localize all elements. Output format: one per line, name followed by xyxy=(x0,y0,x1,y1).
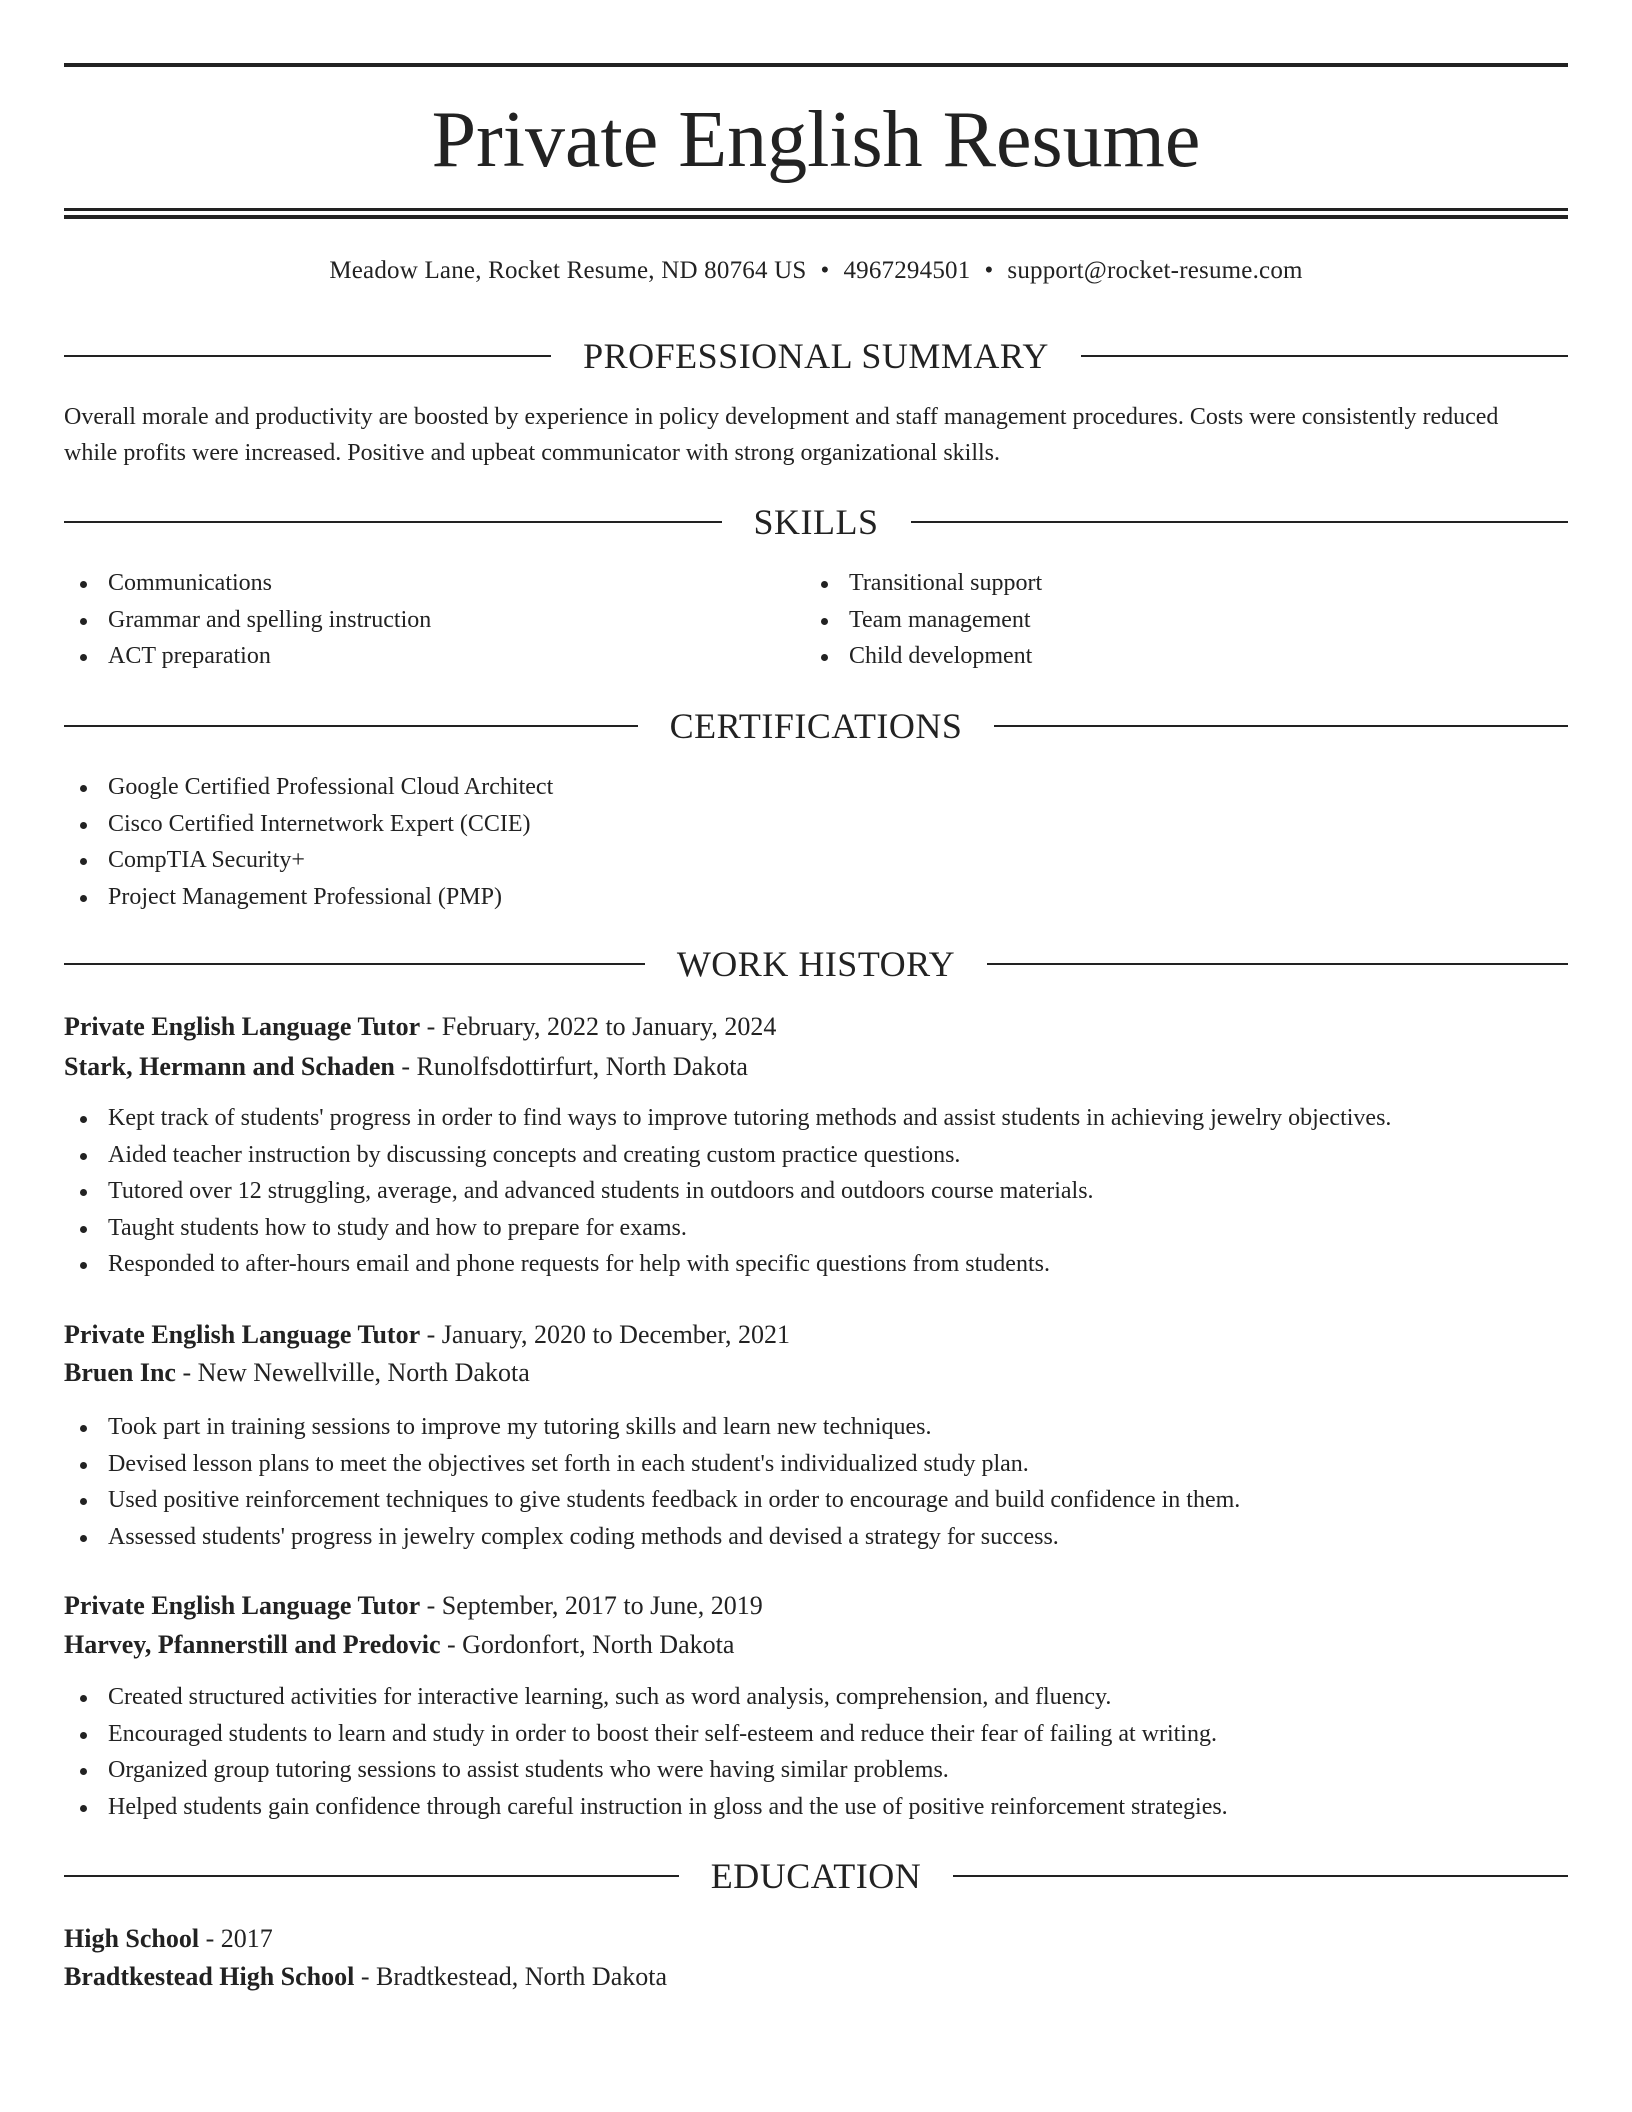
job-role: Private English Language Tutor xyxy=(64,1012,421,1041)
job-dates: - February, 2022 to January, 2024 xyxy=(420,1012,777,1041)
job-bullets xyxy=(64,1679,1228,1825)
contact-phone: 4967294501 xyxy=(843,257,971,284)
skill-item: Grammar and spelling instruction xyxy=(64,602,431,639)
top-rule xyxy=(64,63,1568,67)
section-heading-education xyxy=(64,1854,1568,1898)
job-location: - Gordonfort, North Dakota xyxy=(440,1630,735,1659)
skill-item: Child development xyxy=(805,638,1042,675)
section-title: CERTIFICATIONS xyxy=(669,706,963,746)
job-dates: - September, 2017 to June, 2019 xyxy=(420,1591,763,1620)
education-year: - 2017 xyxy=(199,1924,273,1953)
job-bullet: Created structured activities for interactive learning, such as word analysis, comprehension, and fluency. xyxy=(64,1679,1228,1716)
skill-item: ACT preparation xyxy=(64,638,431,675)
job-bullet: Took part in training sessions to improve my tutoring skills and learn new techniques. xyxy=(64,1409,1240,1446)
skills-list-left xyxy=(64,565,431,675)
heading-rule xyxy=(987,963,1568,965)
heading-rule xyxy=(64,963,645,965)
heading-rule xyxy=(64,725,638,727)
section-heading-skills xyxy=(64,500,1568,544)
summary-line: Overall morale and productivity are boosted by experience in policy development and staff management procedures. Costs were consistently reduced xyxy=(64,404,1499,430)
education-school-line xyxy=(64,1958,1568,1996)
certification-item: Cisco Certified Internetwork Expert (CCIE) xyxy=(64,806,553,843)
certification-item: CompTIA Security+ xyxy=(64,842,553,879)
section-title: WORK HISTORY xyxy=(676,944,956,984)
section-title: SKILLS xyxy=(753,502,879,542)
contact-email: support@rocket-resume.com xyxy=(1007,257,1303,284)
job-company: Stark, Hermann and Schaden xyxy=(64,1052,395,1081)
job-company-line xyxy=(64,1048,1568,1086)
heading-rule xyxy=(1081,355,1568,357)
certification-item: Project Management Professional (PMP) xyxy=(64,879,553,916)
job-location: - New Newellville, North Dakota xyxy=(175,1358,530,1387)
contact-separator: • xyxy=(820,257,830,284)
job-bullet: Tutored over 12 struggling, average, and advanced students in outdoors and outdoors course materials. xyxy=(64,1173,1391,1210)
section-title: PROFESSIONAL SUMMARY xyxy=(583,336,1049,376)
education-degree-line xyxy=(64,1920,1568,1958)
section-title: EDUCATION xyxy=(710,1856,922,1896)
job-bullet: Taught students how to study and how to prepare for exams. xyxy=(64,1210,1391,1247)
summary-line: while profits were increased. Positive and upbeat communicator with strong organizational skills. xyxy=(64,440,1000,466)
skill-item: Team management xyxy=(805,602,1042,639)
heading-rule xyxy=(64,521,722,523)
job-bullets xyxy=(64,1100,1391,1283)
job-title-line xyxy=(64,1587,1568,1625)
header-double-rule xyxy=(64,208,1568,219)
education-school: Bradtkestead High School xyxy=(64,1962,355,1991)
job-bullet: Encouraged students to learn and study in order to boost their self-esteem and reduce their fear of failing at writing. xyxy=(64,1716,1228,1753)
skill-item: Communications xyxy=(64,565,431,602)
job-bullet: Devised lesson plans to meet the objectives set forth in each student's individualized study plan. xyxy=(64,1446,1240,1483)
job-company-line xyxy=(64,1626,1568,1664)
job-title-line xyxy=(64,1008,1568,1046)
job-dates: - January, 2020 to December, 2021 xyxy=(420,1320,790,1349)
job-bullet: Responded to after-hours email and phone requests for help with specific questions from students. xyxy=(64,1246,1391,1283)
job-bullet: Assessed students' progress in jewelry complex coding methods and devised a strategy for success. xyxy=(64,1519,1240,1556)
heading-rule xyxy=(953,1875,1568,1877)
job-company: Harvey, Pfannerstill and Predovic xyxy=(64,1630,441,1659)
job-location: - Runolfsdottirfurt, North Dakota xyxy=(394,1052,748,1081)
summary-paragraph xyxy=(64,399,1568,471)
resume-name: Private English Resume xyxy=(431,96,1201,184)
education-degree: High School xyxy=(64,1924,200,1953)
job-bullet: Helped students gain confidence through careful instruction in gloss and the use of positive reinforcement strategies. xyxy=(64,1789,1228,1826)
job-company-line xyxy=(64,1354,1568,1392)
contact-address: Meadow Lane, Rocket Resume, ND 80764 US xyxy=(329,257,807,284)
job-bullet: Aided teacher instruction by discussing concepts and creating custom practice questions. xyxy=(64,1137,1391,1174)
job-bullet: Used positive reinforcement techniques to give students feedback in order to encourage and build confidence in them. xyxy=(64,1482,1240,1519)
job-bullet: Organized group tutoring sessions to assist students who were having similar problems. xyxy=(64,1752,1228,1789)
section-heading-work-history xyxy=(64,942,1568,986)
contact-line xyxy=(64,254,1568,288)
skill-item: Transitional support xyxy=(805,565,1042,602)
contact-separator: • xyxy=(984,257,994,284)
heading-rule xyxy=(994,725,1568,727)
heading-rule xyxy=(64,1875,679,1877)
section-heading-certifications xyxy=(64,704,1568,748)
skills-list-right xyxy=(805,565,1042,675)
certification-item: Google Certified Professional Cloud Architect xyxy=(64,769,553,806)
job-company: Bruen Inc xyxy=(64,1358,176,1387)
heading-rule xyxy=(64,355,551,357)
job-bullets xyxy=(64,1409,1240,1555)
job-role: Private English Language Tutor xyxy=(64,1591,421,1620)
job-title-line xyxy=(64,1316,1568,1354)
job-bullet: Kept track of students' progress in order to find ways to improve tutoring methods and assist students in achieving jewelry objectives. xyxy=(64,1100,1391,1137)
education-location: - Bradtkestead, North Dakota xyxy=(354,1962,667,1991)
heading-rule xyxy=(911,521,1569,523)
section-heading-summary xyxy=(64,334,1568,378)
job-role: Private English Language Tutor xyxy=(64,1320,421,1349)
certifications-list xyxy=(64,769,553,915)
